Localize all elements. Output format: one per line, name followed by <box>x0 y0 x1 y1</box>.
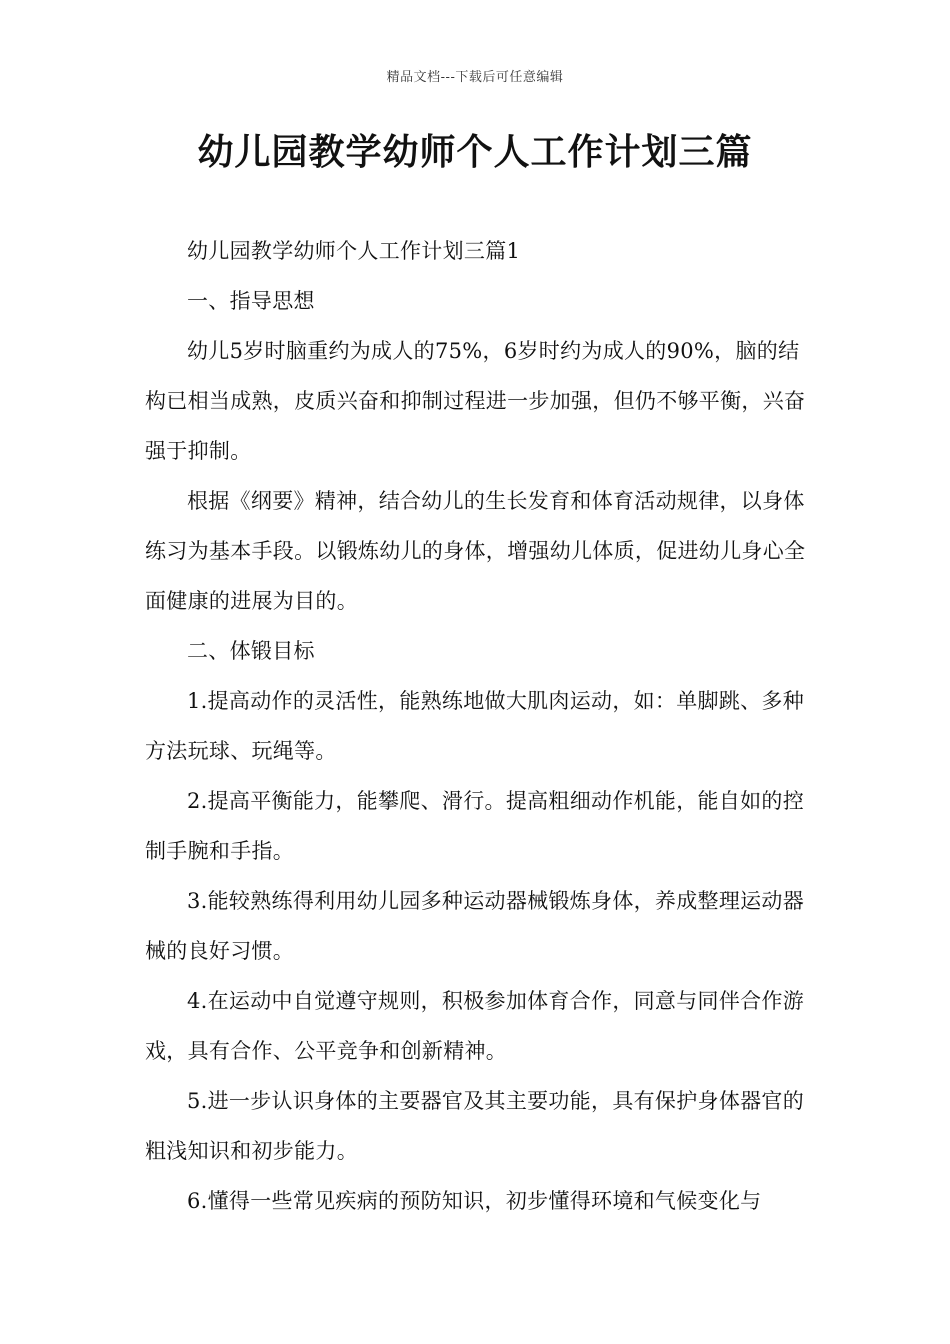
document-title: 幼儿园教学幼师个人工作计划三篇 <box>197 132 753 173</box>
list-item: 2.提高平衡能力，能攀爬、滑行。提高粗细动作机能，能自如的控制手腕和手指。 <box>145 789 805 863</box>
list-item: 1.提高动作的灵活性，能熟练地做大肌肉运动，如：单脚跳、多种方法玩球、玩绳等。 <box>145 689 805 763</box>
paragraph: 根据《纲要》精神，结合幼儿的生长发育和体育活动规律，以身体练习为基本手段。以锻炼幼儿的身体，增强幼儿体质，促进幼儿身心全面健康的进展为目的。 <box>145 489 806 613</box>
paragraph-heading-goals: 二、体锻目标 <box>187 639 315 663</box>
paragraph-subtitle: 幼儿园教学幼师个人工作计划三篇1 <box>187 239 521 263</box>
paragraph: 幼儿5岁时脑重约为成人的75%，6岁时约为成人的90%，脑的结构已相当成熟，皮质兴奋和抑制过程进一步加强，但仍不够平衡，兴奋强于抑制。 <box>145 339 806 463</box>
header-note: 精品文档---下载后可任意编辑 <box>386 70 564 85</box>
list-item: 5.进一步认识身体的主要器官及其主要功能，具有保护身体器官的粗浅知识和初步能力。 <box>145 1089 805 1163</box>
list-item: 4.在运动中自觉遵守规则，积极参加体育合作，同意与同伴合作游戏，具有合作、公平竞争和创新精神。 <box>145 989 805 1063</box>
list-item: 6.懂得一些常见疾病的预防知识，初步懂得环境和气候变化与 <box>187 1189 762 1213</box>
list-item: 3.能较熟练得利用幼儿园多种运动器械锻炼身体，养成整理运动器械的良好习惯。 <box>145 889 805 963</box>
paragraph-heading-guiding-thought: 一、指导思想 <box>187 289 315 313</box>
document-body <box>145 226 810 1226</box>
